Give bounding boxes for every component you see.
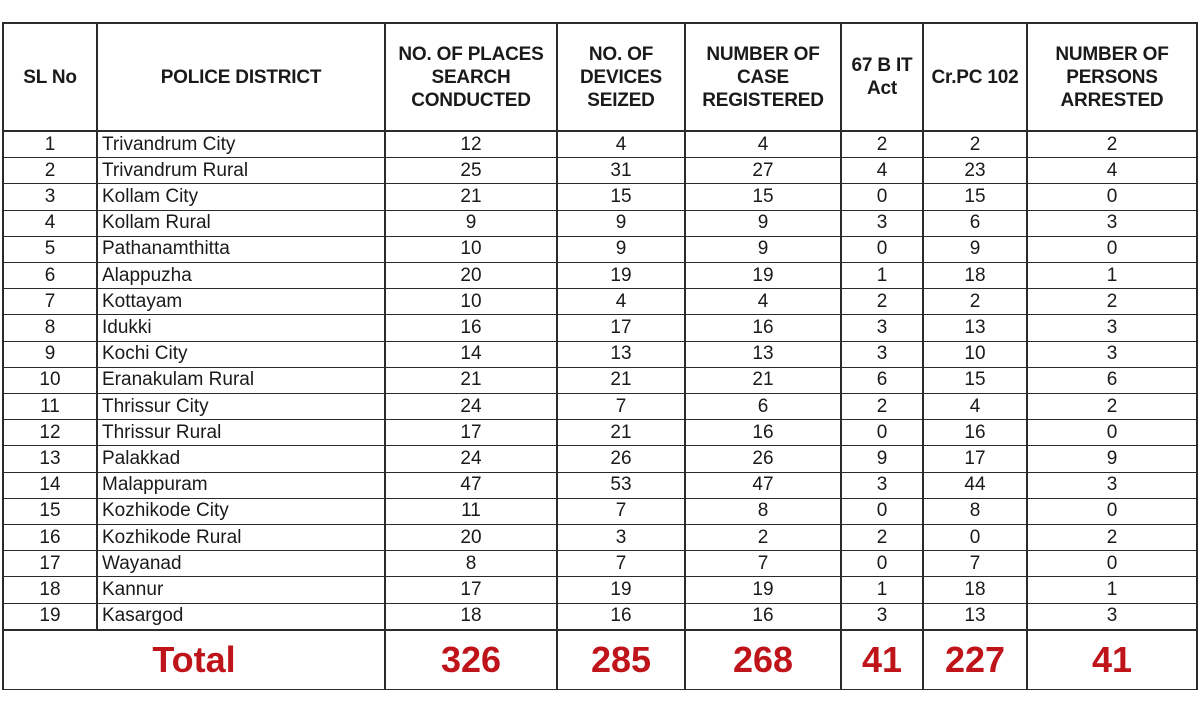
cell-arrested: 3 (1027, 210, 1197, 236)
cell-sl-no: 8 (3, 315, 97, 341)
cell-crpc: 7 (923, 551, 1027, 577)
cell-crpc: 44 (923, 472, 1027, 498)
total-arrested: 41 (1027, 630, 1197, 690)
cell-district: Kottayam (97, 289, 385, 315)
table-row (3, 131, 1197, 158)
cell-places: 21 (385, 367, 557, 393)
cell-devices: 16 (557, 603, 685, 630)
cell-crpc: 18 (923, 577, 1027, 603)
cell-sl-no: 13 (3, 446, 97, 472)
total-places: 326 (385, 630, 557, 690)
cell-it-act: 3 (841, 472, 923, 498)
district-summary-table (2, 22, 1198, 690)
cell-places: 25 (385, 158, 557, 184)
cell-arrested: 6 (1027, 367, 1197, 393)
cell-places: 20 (385, 525, 557, 551)
cell-sl-no: 14 (3, 472, 97, 498)
cell-sl-no: 11 (3, 394, 97, 420)
cell-cases: 21 (685, 367, 841, 393)
cell-district: Pathanamthitta (97, 236, 385, 262)
table-row (3, 341, 1197, 367)
cell-it-act: 6 (841, 367, 923, 393)
cell-it-act: 2 (841, 289, 923, 315)
cell-crpc: 10 (923, 341, 1027, 367)
table-row (3, 210, 1197, 236)
cell-district: Kasargod (97, 603, 385, 630)
cell-it-act: 4 (841, 158, 923, 184)
cell-cases: 7 (685, 551, 841, 577)
cell-it-act: 9 (841, 446, 923, 472)
cell-cases: 6 (685, 394, 841, 420)
cell-places: 14 (385, 341, 557, 367)
cell-cases: 9 (685, 236, 841, 262)
cell-devices: 19 (557, 577, 685, 603)
cell-crpc: 15 (923, 367, 1027, 393)
cell-cases: 27 (685, 158, 841, 184)
cell-district: Eranakulam Rural (97, 367, 385, 393)
total-label: Total (3, 630, 385, 690)
cell-devices: 15 (557, 184, 685, 210)
cell-devices: 3 (557, 525, 685, 551)
total-devices: 285 (557, 630, 685, 690)
cell-devices: 17 (557, 315, 685, 341)
cell-it-act: 2 (841, 394, 923, 420)
cell-sl-no: 18 (3, 577, 97, 603)
cell-places: 12 (385, 131, 557, 158)
cell-sl-no: 17 (3, 551, 97, 577)
cell-devices: 9 (557, 210, 685, 236)
cell-crpc: 18 (923, 263, 1027, 289)
cell-cases: 19 (685, 263, 841, 289)
cell-places: 8 (385, 551, 557, 577)
cell-sl-no: 12 (3, 420, 97, 446)
cell-it-act: 3 (841, 603, 923, 630)
cell-it-act: 2 (841, 525, 923, 551)
cell-arrested: 0 (1027, 184, 1197, 210)
header-police-district: POLICE DISTRICT (97, 23, 385, 131)
cell-places: 9 (385, 210, 557, 236)
table-row (3, 577, 1197, 603)
cell-arrested: 0 (1027, 498, 1197, 524)
cell-arrested: 1 (1027, 263, 1197, 289)
cell-district: Kollam Rural (97, 210, 385, 236)
cell-cases: 2 (685, 525, 841, 551)
cell-cases: 16 (685, 315, 841, 341)
cell-sl-no: 19 (3, 603, 97, 630)
cell-arrested: 0 (1027, 420, 1197, 446)
cell-it-act: 2 (841, 131, 923, 158)
cell-devices: 21 (557, 420, 685, 446)
cell-places: 16 (385, 315, 557, 341)
cell-it-act: 0 (841, 498, 923, 524)
cell-cases: 4 (685, 289, 841, 315)
cell-sl-no: 6 (3, 263, 97, 289)
table-row (3, 525, 1197, 551)
cell-district: Trivandrum Rural (97, 158, 385, 184)
cell-it-act: 0 (841, 420, 923, 446)
cell-arrested: 3 (1027, 341, 1197, 367)
cell-sl-no: 3 (3, 184, 97, 210)
cell-crpc: 23 (923, 158, 1027, 184)
cell-sl-no: 4 (3, 210, 97, 236)
header-67b-it-act: 67 B IT Act (841, 23, 923, 131)
cell-crpc: 0 (923, 525, 1027, 551)
cell-cases: 19 (685, 577, 841, 603)
cell-arrested: 0 (1027, 551, 1197, 577)
cell-devices: 31 (557, 158, 685, 184)
table-row (3, 498, 1197, 524)
cell-devices: 53 (557, 472, 685, 498)
cell-arrested: 0 (1027, 236, 1197, 262)
cell-devices: 7 (557, 394, 685, 420)
cell-arrested: 3 (1027, 315, 1197, 341)
cell-district: Kozhikode City (97, 498, 385, 524)
cell-arrested: 1 (1027, 577, 1197, 603)
table-row (3, 472, 1197, 498)
table-row (3, 603, 1197, 630)
cell-cases: 16 (685, 603, 841, 630)
report-sheet (2, 22, 1196, 690)
cell-arrested: 3 (1027, 603, 1197, 630)
cell-crpc: 13 (923, 315, 1027, 341)
cell-it-act: 3 (841, 210, 923, 236)
cell-arrested: 9 (1027, 446, 1197, 472)
cell-devices: 4 (557, 131, 685, 158)
cell-it-act: 1 (841, 263, 923, 289)
table-row (3, 420, 1197, 446)
table-row (3, 367, 1197, 393)
cell-places: 17 (385, 577, 557, 603)
header-persons-arrested: NUMBER OF PERSONS ARRESTED (1027, 23, 1197, 131)
cell-cases: 47 (685, 472, 841, 498)
table-row (3, 551, 1197, 577)
cell-devices: 7 (557, 551, 685, 577)
cell-crpc: 2 (923, 289, 1027, 315)
cell-places: 18 (385, 603, 557, 630)
header-sl-no: SL No (3, 23, 97, 131)
cell-cases: 26 (685, 446, 841, 472)
cell-it-act: 3 (841, 315, 923, 341)
cell-cases: 13 (685, 341, 841, 367)
cell-crpc: 4 (923, 394, 1027, 420)
cell-crpc: 15 (923, 184, 1027, 210)
cell-devices: 21 (557, 367, 685, 393)
cell-crpc: 13 (923, 603, 1027, 630)
cell-cases: 4 (685, 131, 841, 158)
cell-arrested: 2 (1027, 525, 1197, 551)
cell-sl-no: 10 (3, 367, 97, 393)
cell-places: 21 (385, 184, 557, 210)
cell-crpc: 17 (923, 446, 1027, 472)
table-row (3, 315, 1197, 341)
table-row (3, 236, 1197, 262)
cell-places: 24 (385, 446, 557, 472)
cell-district: Malappuram (97, 472, 385, 498)
cell-cases: 16 (685, 420, 841, 446)
header-row (3, 23, 1197, 131)
cell-crpc: 9 (923, 236, 1027, 262)
cell-places: 10 (385, 289, 557, 315)
cell-places: 24 (385, 394, 557, 420)
cell-crpc: 16 (923, 420, 1027, 446)
cell-district: Thrissur Rural (97, 420, 385, 446)
cell-devices: 9 (557, 236, 685, 262)
cell-places: 17 (385, 420, 557, 446)
total-row (3, 630, 1197, 690)
header-devices-seized: NO. OF DEVICES SEIZED (557, 23, 685, 131)
cell-crpc: 8 (923, 498, 1027, 524)
cell-sl-no: 2 (3, 158, 97, 184)
cell-cases: 9 (685, 210, 841, 236)
header-cases-registered: NUMBER OF CASE REGISTERED (685, 23, 841, 131)
table-row (3, 289, 1197, 315)
cell-sl-no: 1 (3, 131, 97, 158)
cell-cases: 8 (685, 498, 841, 524)
cell-arrested: 3 (1027, 472, 1197, 498)
cell-crpc: 2 (923, 131, 1027, 158)
cell-sl-no: 9 (3, 341, 97, 367)
cell-sl-no: 5 (3, 236, 97, 262)
cell-district: Idukki (97, 315, 385, 341)
total-cases: 268 (685, 630, 841, 690)
table-row (3, 446, 1197, 472)
cell-sl-no: 7 (3, 289, 97, 315)
cell-places: 20 (385, 263, 557, 289)
cell-district: Kozhikode Rural (97, 525, 385, 551)
total-crpc: 227 (923, 630, 1027, 690)
cell-district: Alappuzha (97, 263, 385, 289)
cell-it-act: 0 (841, 236, 923, 262)
cell-devices: 4 (557, 289, 685, 315)
cell-sl-no: 15 (3, 498, 97, 524)
cell-crpc: 6 (923, 210, 1027, 236)
cell-it-act: 0 (841, 184, 923, 210)
cell-places: 47 (385, 472, 557, 498)
cell-places: 10 (385, 236, 557, 262)
cell-district: Thrissur City (97, 394, 385, 420)
cell-district: Kochi City (97, 341, 385, 367)
table-row (3, 158, 1197, 184)
cell-devices: 19 (557, 263, 685, 289)
cell-arrested: 2 (1027, 131, 1197, 158)
table-row (3, 184, 1197, 210)
cell-arrested: 2 (1027, 394, 1197, 420)
cell-district: Palakkad (97, 446, 385, 472)
cell-district: Trivandrum City (97, 131, 385, 158)
cell-places: 11 (385, 498, 557, 524)
cell-devices: 26 (557, 446, 685, 472)
cell-cases: 15 (685, 184, 841, 210)
cell-it-act: 3 (841, 341, 923, 367)
header-places-searched: NO. OF PLACES SEARCH CONDUCTED (385, 23, 557, 131)
table-row (3, 394, 1197, 420)
table-row (3, 263, 1197, 289)
cell-district: Kollam City (97, 184, 385, 210)
header-crpc-102: Cr.PC 102 (923, 23, 1027, 131)
cell-arrested: 4 (1027, 158, 1197, 184)
cell-devices: 7 (557, 498, 685, 524)
total-it-act: 41 (841, 630, 923, 690)
cell-devices: 13 (557, 341, 685, 367)
cell-it-act: 1 (841, 577, 923, 603)
cell-district: Kannur (97, 577, 385, 603)
cell-district: Wayanad (97, 551, 385, 577)
cell-sl-no: 16 (3, 525, 97, 551)
table-body (3, 131, 1197, 630)
cell-it-act: 0 (841, 551, 923, 577)
cell-arrested: 2 (1027, 289, 1197, 315)
